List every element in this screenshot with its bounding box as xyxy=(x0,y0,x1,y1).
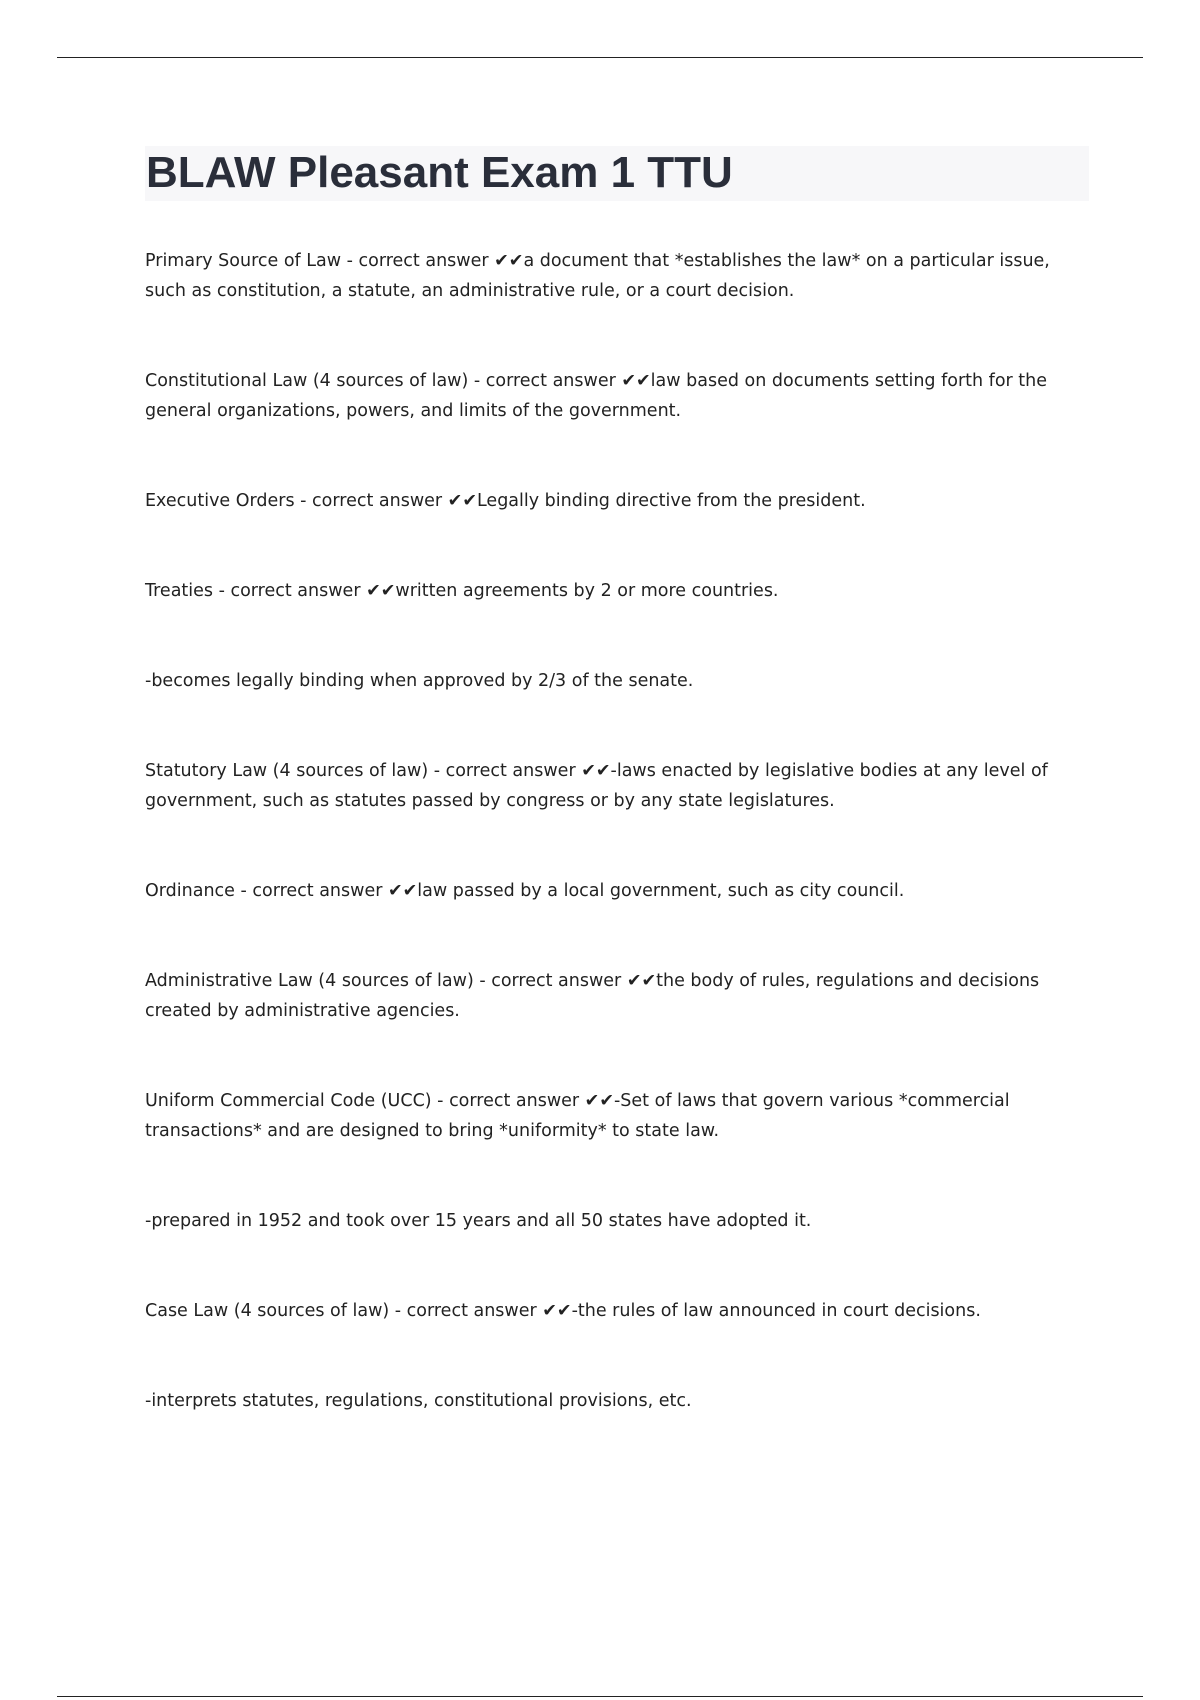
entry-uniform-commercial-code: Uniform Commercial Code (UCC) - correct answer ✔✔-Set of laws that govern various *commercial transactions* and are designed to bring *uniformity* to state law. xyxy=(145,1091,1010,1141)
entry-statutory-law: Statutory Law (4 sources of law) - correct answer ✔✔-laws enacted by legislative bodies at any level of government, such as statutes passed by congress or by any state legislatures. xyxy=(145,761,1048,811)
entry-case-law-note: -interprets statutes, regulations, constitutional provisions, etc. xyxy=(145,1391,692,1411)
entry-executive-orders: Executive Orders - correct answer ✔✔Legally binding directive from the president. xyxy=(145,491,866,511)
entry-administrative-law: Administrative Law (4 sources of law) - correct answer ✔✔the body of rules, regulations and decisions created by administrative agencies. xyxy=(145,971,1040,1021)
entry-ucc-note: -prepared in 1952 and took over 15 years and all 50 states have adopted it. xyxy=(145,1211,812,1231)
footer-rule xyxy=(57,1696,1143,1697)
entry-treaties: Treaties - correct answer ✔✔written agreements by 2 or more countries. xyxy=(145,581,779,601)
entry-ordinance: Ordinance - correct answer ✔✔law passed by a local government, such as city council. xyxy=(145,881,905,901)
entry-case-law: Case Law (4 sources of law) - correct answer ✔✔-the rules of law announced in court decisions. xyxy=(145,1301,981,1321)
entries-list xyxy=(145,246,1090,1476)
entry-constitutional-law: Constitutional Law (4 sources of law) - correct answer ✔✔law based on documents setting forth for the general organizations, powers, and limits of the government. xyxy=(145,371,1048,421)
page-title: BLAW Pleasant Exam 1 TTU xyxy=(146,148,733,197)
entry-treaties-note: -becomes legally binding when approved by 2/3 of the senate. xyxy=(145,671,694,691)
header-rule xyxy=(57,57,1143,58)
entry-primary-source-of-law: Primary Source of Law - correct answer ✔✔a document that *establishes the law* on a particular issue, such as constitution, a statute, an administrative rule, or a court decision. xyxy=(145,251,1050,301)
